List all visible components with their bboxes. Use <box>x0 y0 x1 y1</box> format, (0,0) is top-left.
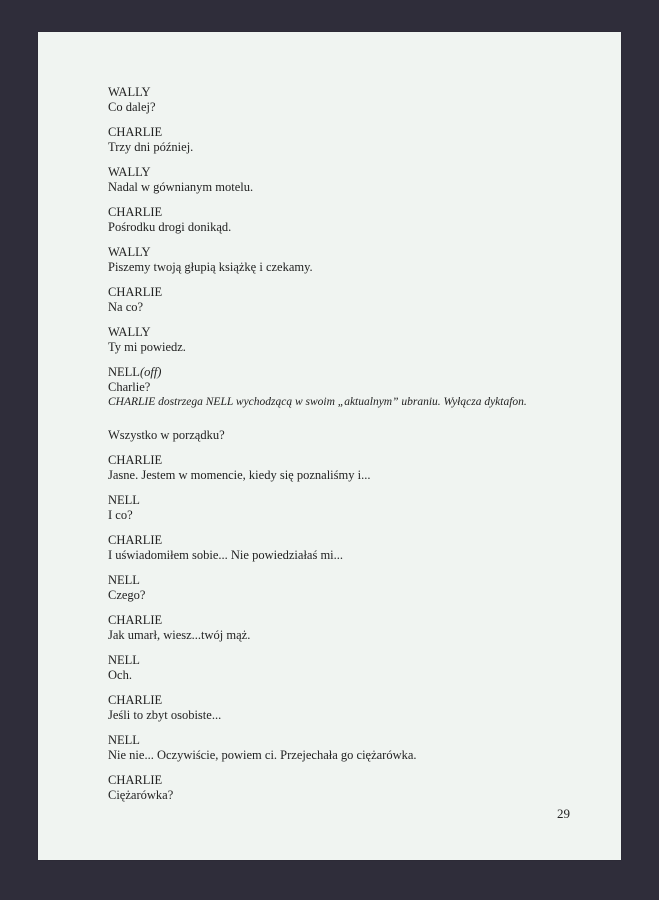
speaker-label: CHARLIE <box>108 205 163 219</box>
dialogue-line: Jeśli to zbyt osobiste... <box>108 708 222 722</box>
dialogue-line: Piszemy twoją głupią książkę i czekamy. <box>108 260 313 274</box>
speaker-label: CHARLIE <box>108 773 163 787</box>
dialogue-block <box>108 245 588 275</box>
speaker-name <box>108 733 588 748</box>
dialogue-block <box>108 205 588 235</box>
speaker-label: NELL <box>108 733 140 747</box>
dialogue-block <box>108 733 588 763</box>
dialogue-line: Wszystko w porządku? <box>108 428 225 442</box>
speaker-label: CHARLIE <box>108 125 163 139</box>
speaker-name <box>108 613 588 628</box>
dialogue-line: Jak umarł, wiesz...twój mąż. <box>108 628 251 642</box>
dialogue-line: Ty mi powiedz. <box>108 340 186 354</box>
speaker-label: NELL <box>108 573 140 587</box>
speaker-name <box>108 85 588 100</box>
speaker-label: NELL <box>108 493 140 507</box>
speaker-name <box>108 245 588 260</box>
dialogue-block <box>108 453 588 483</box>
dialogue-block <box>108 285 588 315</box>
dialogue-line: Jasne. Jestem w momencie, kiedy się poznaliśmy i... <box>108 468 371 482</box>
dialogue-block <box>108 325 588 355</box>
dialogue-block <box>108 85 588 115</box>
speaker-name <box>108 325 588 340</box>
dialogue-block <box>108 573 588 603</box>
speaker-parenthetical: (off) <box>139 365 162 379</box>
speaker-name <box>108 573 588 588</box>
speaker-name <box>108 165 588 180</box>
speaker-name <box>108 773 588 788</box>
speaker-name <box>108 693 588 708</box>
speaker-label: WALLY <box>108 245 151 259</box>
speaker-label: WALLY <box>108 325 151 339</box>
speaker-name <box>108 285 588 300</box>
speaker-label: NELL <box>108 365 140 379</box>
speaker-label: WALLY <box>108 85 151 99</box>
speaker-label: CHARLIE <box>108 613 163 627</box>
script-body <box>108 85 588 813</box>
dialogue-line: Nie nie... Oczywiście, powiem ci. Przejechała go ciężarówka. <box>108 748 417 762</box>
dialogue-block <box>108 613 588 643</box>
dialogue-block <box>108 493 588 523</box>
dialogue-line: Charlie? <box>108 380 151 394</box>
dialogue-block <box>108 365 588 410</box>
dialogue-block <box>108 125 588 155</box>
dialogue-line: Na co? <box>108 300 144 314</box>
speaker-label: CHARLIE <box>108 693 163 707</box>
dialogue-line: Co dalej? <box>108 100 156 114</box>
speaker-name <box>108 653 588 668</box>
dialogue-line: I co? <box>108 508 133 522</box>
dialogue-block <box>108 533 588 563</box>
stage-direction: CHARLIE dostrzega NELL wychodzącą w swoim „aktualnym” ubraniu. Wyłącza dyktafon. <box>108 396 527 408</box>
script-page <box>38 32 621 860</box>
speaker-name <box>108 125 588 140</box>
speaker-name <box>108 533 588 548</box>
dialogue-line: Ciężarówka? <box>108 788 174 802</box>
dialogue-line: Czego? <box>108 588 146 602</box>
page-number: 29 <box>557 806 570 821</box>
speaker-label: NELL <box>108 653 140 667</box>
speaker-label: CHARLIE <box>108 285 163 299</box>
dialogue-block <box>108 653 588 683</box>
dialogue-line: Pośrodku drogi donikąd. <box>108 220 232 234</box>
speaker-name <box>108 365 588 380</box>
speaker-name <box>108 205 588 220</box>
dialogue-block <box>108 428 588 443</box>
speaker-label: WALLY <box>108 165 151 179</box>
dialogue-line: Och. <box>108 668 132 682</box>
speaker-label: CHARLIE <box>108 533 163 547</box>
speaker-label: CHARLIE <box>108 453 163 467</box>
speaker-name <box>108 493 588 508</box>
dialogue-line: Nadal w gównianym motelu. <box>108 180 254 194</box>
speaker-name <box>108 453 588 468</box>
dialogue-line: I uświadomiłem sobie... Nie powiedziałaś mi... <box>108 548 344 562</box>
dialogue-line: Trzy dni później. <box>108 140 194 154</box>
dialogue-block <box>108 773 588 803</box>
dialogue-block <box>108 693 588 723</box>
dialogue-block <box>108 165 588 195</box>
